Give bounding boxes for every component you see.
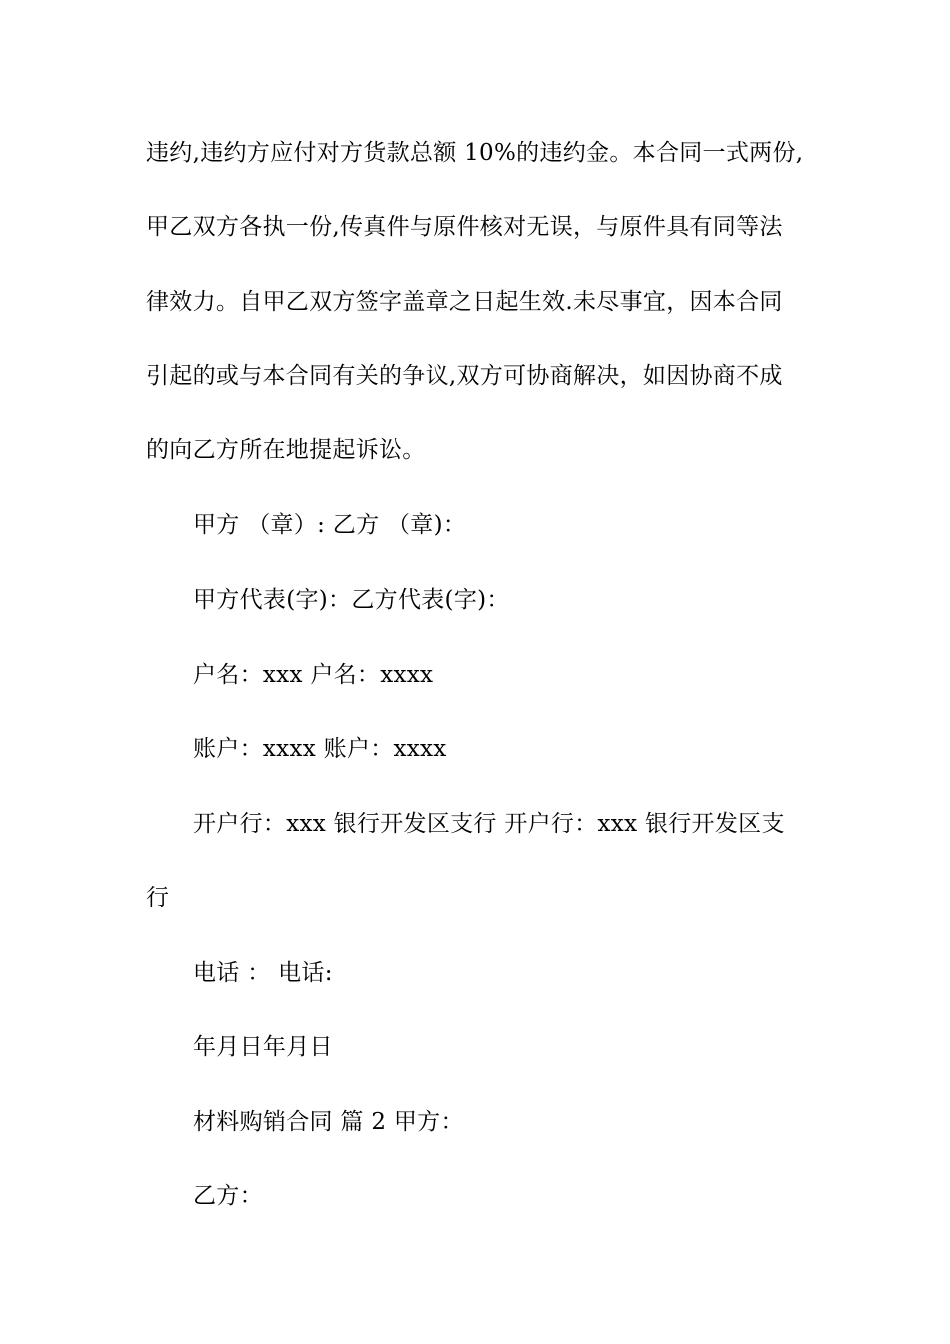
paragraph-line-2: 甲乙双方各执一份,传真件与原件核对无误，与原件具有同等法: [146, 214, 783, 240]
party-b-line: 乙方：: [193, 1183, 263, 1209]
representative-line: 甲方代表(字)：乙方代表(字)：: [193, 587, 510, 613]
paragraph-line-5: 的向乙方所在地提起诉讼。: [146, 437, 426, 463]
paragraph-line-1: 违约,违约方应付对方货款总额 10%的违约金。本合同一式两份,: [146, 140, 804, 166]
paragraph-line-3: 律效力。自甲乙双方签字盖章之日起生效.未尽事宜，因本合同: [146, 289, 783, 315]
phone-line: 电话 ： 电话:: [193, 960, 333, 986]
next-contract-heading: 材料购销合同 篇 2 甲方：: [193, 1109, 464, 1135]
paragraph-line-4: 引起的或与本合同有关的争议,双方可协商解决，如因协商不成: [146, 363, 783, 389]
bank-line: 开户行：xxx 银行开发区支行 开户行：xxx 银行开发区支: [193, 811, 785, 837]
account-name-line: 户名：xxx 户名：xxxx: [193, 662, 434, 688]
date-line: 年月日年月日: [193, 1034, 333, 1060]
account-line: 账户：xxxx 账户：xxxx: [193, 736, 447, 762]
bank-line-continuation: 行: [146, 885, 170, 911]
seal-line: 甲方 （章）: 乙方 （章)：: [193, 512, 467, 538]
